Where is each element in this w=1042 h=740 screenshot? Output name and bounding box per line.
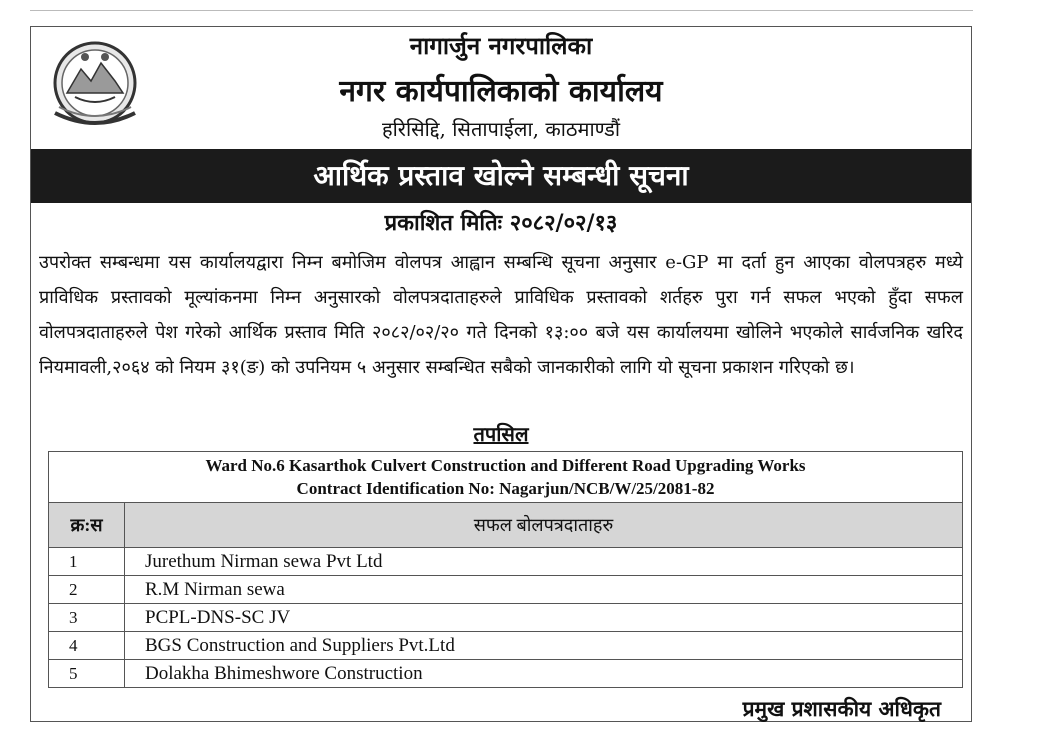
column-header-bidders: सफल बोलपत्रदाताहरु [125, 503, 963, 548]
table-row [49, 576, 963, 604]
table-row [49, 632, 963, 660]
table-row [49, 548, 963, 576]
notice-title: आर्थिक प्रस्ताव खोल्ने सम्बन्धी सूचना [31, 149, 971, 203]
table-row [49, 660, 963, 688]
row-sn: 5 [49, 660, 125, 688]
row-sn: 4 [49, 632, 125, 660]
table-header-row [49, 503, 963, 548]
project-title: Ward No.6 Kasarthok Culvert Construction and Different Road Upgrading Works [205, 456, 806, 475]
row-sn: 1 [49, 548, 125, 576]
office-name: नगर कार्यपालिकाको कार्यालय [339, 74, 663, 109]
row-bidder: Dolakha Bhimeshwore Construction [125, 660, 963, 688]
notice-body: उपरोक्त सम्बन्धमा यस कार्यालयद्वारा निम्न बमोजिम वोलपत्र आह्वान सम्बन्धि सूचना अनुसार e-GP मा दर्ता हुन आएका वोलपत्रहरु मध्ये प्राविधिक प्रस्तावको मूल्यांकनमा निम्न अनुसारको वोलपत्रदाताहरुले प्राविधिक प्रस्तावको शर्तहरु पुरा गर्न सफल भएको हुँदा सफल वोलपत्रदाताहरुले पेश गरेको आर्थिक प्रस्ताव मिति २०८२/०२/२० गते दिनको १३:०० बजे यस कार्यालयमा खोलिने भएकोले सार्वजनिक खरिद नियमावली,२०६४ को नियम ३१(ङ) को उपनियम ५ अनुसार सम्बन्धित सबैको जानकारीको लागि यो सूचना प्रकाशन गरिएको छ। [39, 252, 963, 378]
bidders-table-wrap [48, 451, 962, 688]
row-sn: 2 [49, 576, 125, 604]
municipality-name: नागार्जुन नगरपालिका [409, 31, 593, 60]
table-row [49, 604, 963, 632]
table-caption [49, 452, 963, 503]
details-label: तपसिल [473, 422, 529, 446]
column-header-sn: क्र:स [49, 503, 125, 548]
signatory-title: प्रमुख प्रशासकीय अधिकृत [742, 696, 941, 721]
letterhead [31, 27, 971, 149]
row-bidder: PCPL-DNS-SC JV [125, 604, 963, 632]
office-address: हरिसिद्दि, सितापाईला, काठमाण्डौं [381, 117, 621, 141]
top-rule [30, 10, 973, 11]
bidders-table [48, 451, 963, 688]
row-sn: 3 [49, 604, 125, 632]
contract-id: Contract Identification No: Nagarjun/NCB/W/25/2081-82 [296, 479, 715, 498]
row-bidder: Jurethum Nirman sewa Pvt Ltd [125, 548, 963, 576]
row-bidder: R.M Nirman sewa [125, 576, 963, 604]
notice-frame [30, 26, 972, 722]
row-bidder: BGS Construction and Suppliers Pvt.Ltd [125, 632, 963, 660]
published-date: प्रकाशित मितिः २०८२/०२/१३ [384, 210, 618, 236]
